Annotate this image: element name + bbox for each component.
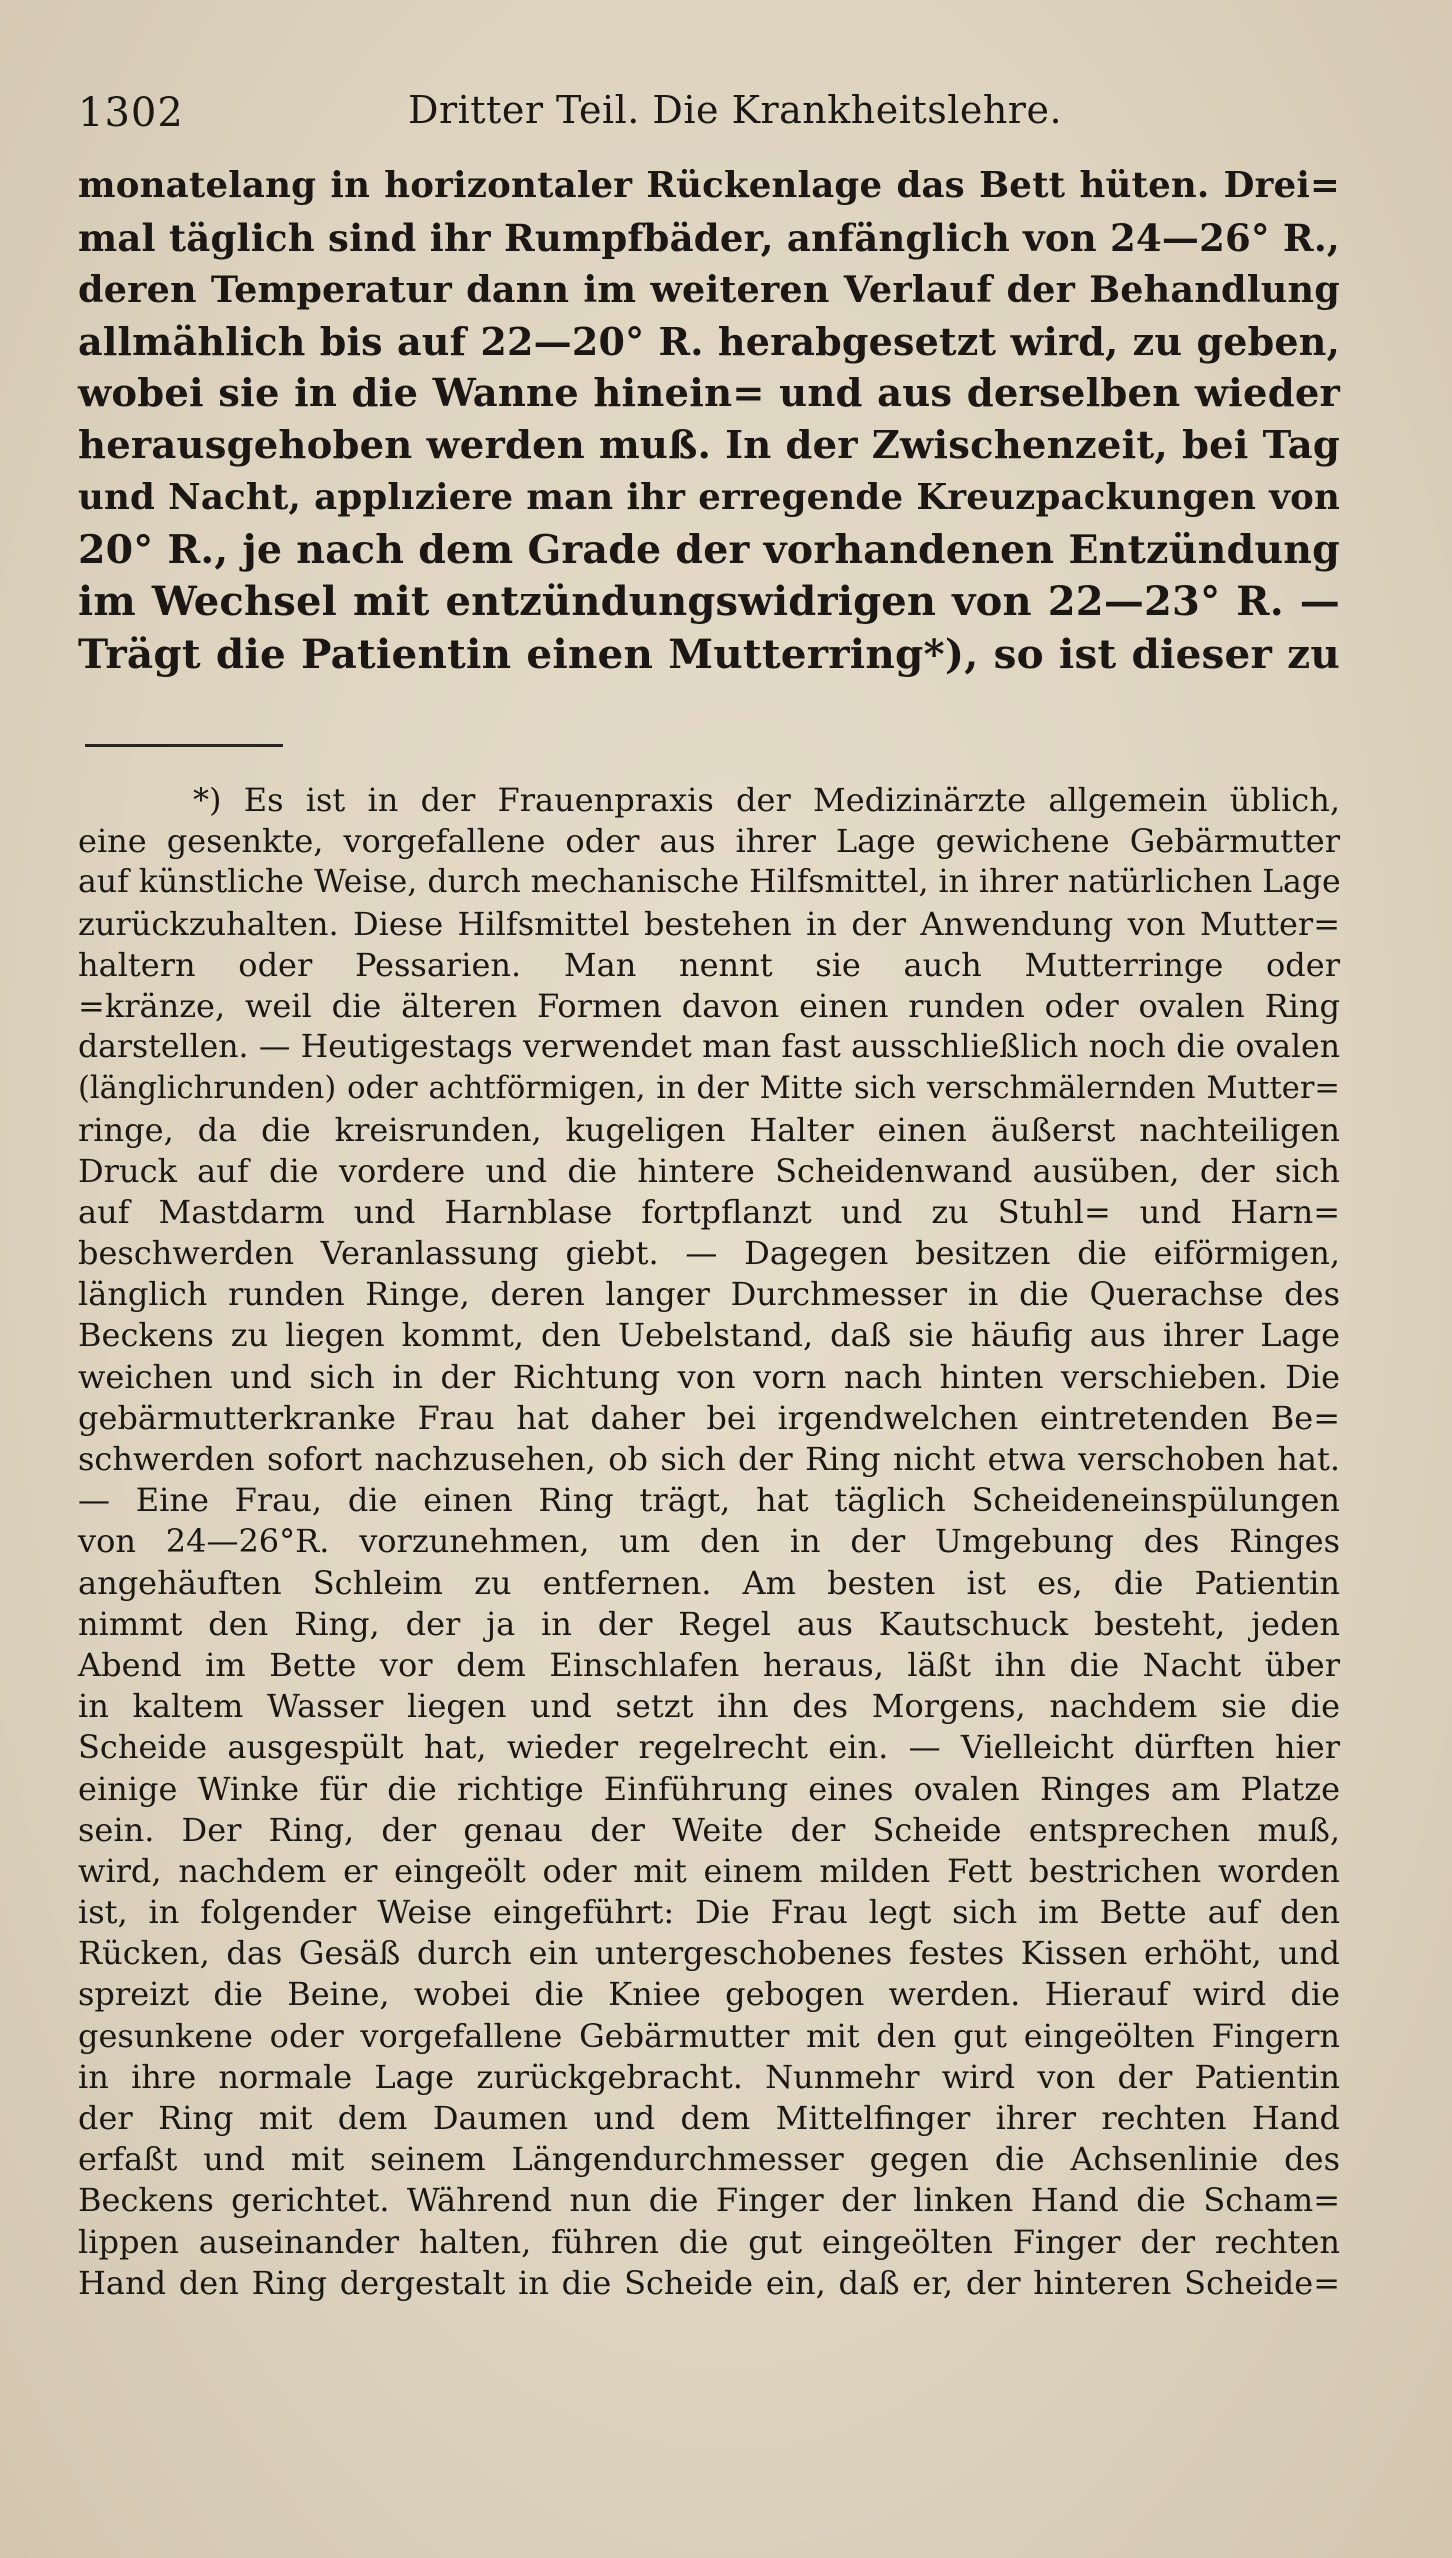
footnote-line: länglich runden Ringe, deren langer Durchmesser in die Querachse des [78,1275,1340,1314]
footnote-line: Druck auf die vordere und die hintere Scheidenwand ausüben, der sich [78,1151,1340,1190]
footnote-line: Scheide ausgespült hat, wieder regelrecht ein. — Vielleicht dürften hier [78,1728,1340,1767]
footnote-line: — Eine Frau, die einen Ring trägt, hat täglich Scheideneinspülungen [78,1481,1340,1520]
footnote-line: weichen und sich in der Richtung von vorn nach hinten verschieben. Die [78,1357,1340,1396]
footnote-line: angehäuften Schleim zu entfernen. Am besten ist es, die Patientin [78,1563,1340,1602]
footnote-line: =kränze, weil die älteren Formen davon einen runden oder ovalen Ring [78,986,1340,1025]
footnote-line: auf künstliche Weise, durch mechanische Hilfsmittel, in ihrer natürlichen Lage [78,864,1341,901]
footnote-line: in kaltem Wasser liegen und setzt ihn des Morgens, nachdem sie die [78,1687,1340,1726]
footnote-line: erfaßt und mit seinem Längendurchmesser gegen die Achsenlinie des [78,2140,1340,2179]
main-text-line: monatelang in horizontaler Rückenlage das Bett hüten. Drei= [78,165,1340,206]
footnote-line: darstellen. — Heutigestags verwendet man fast ausschließlich noch die ovalen [78,1029,1340,1066]
footnote-line: eine gesenkte, vorgefallene oder aus ihrer Lage gewichene Gebärmutter [78,822,1340,861]
main-text-line: mal täglich sind ihr Rumpfbäder, anfänglich von 24—26° R., [78,216,1340,260]
footnote-line: *) Es ist in der Frauenpraxis der Medizinärzte allgemein üblich, [193,781,1340,819]
footnote-line: Abend im Bette vor dem Einschlafen heraus, läßt ihn die Nacht über [78,1645,1340,1684]
footnote-line: von 24—26°R. vorzunehmen, um den in der Umgebung des Ringes [78,1522,1340,1561]
footnote-line: auf Mastdarm und Harnblase fortpflanzt und zu Stuhl= und Harn= [78,1192,1340,1231]
footnote-line: einige Winke für die richtige Einführung eines ovalen Ringes am Platze [78,1769,1340,1808]
footnote-line: in ihre normale Lage zurückgebracht. Nunmehr wird von der Patientin [78,2057,1340,2096]
footnote-line: zurückzuhalten. Diese Hilfsmittel bestehen in der Anwendung von Mutter= [78,904,1340,943]
footnote-line: haltern oder Pessarien. Man nennt sie auch Mutterringe oder [78,945,1340,984]
main-text-line: wobei sie in die Wanne hinein= und aus derselben wieder [78,371,1340,416]
footnote-line: Beckens zu liegen kommt, den Uebelstand, daß sie häufig aus ihrer Lage [78,1316,1340,1355]
footnote-line: (länglichrunden) oder achtförmigen, in der Mitte sich verschmälernden Mutter= [78,1071,1340,1107]
main-body-text [78,160,1340,680]
page-number: 1302 [78,90,184,136]
footnote-line: der Ring mit dem Daumen und dem Mittelfinger ihrer rechten Hand [78,2099,1340,2137]
main-text-line: deren Temperatur dann im weiteren Verlauf der Behandlung [78,268,1340,311]
footnote-line: wird, nachdem er eingeölt oder mit einem milden Fett bestrichen worden [78,1851,1340,1890]
footnote-line: spreizt die Beine, wobei die Kniee gebogen werden. Hierauf wird die [78,1975,1340,2014]
footnote-line: schwerden sofort nachzusehen, ob sich der Ring nicht etwa verschoben hat. [78,1440,1340,1478]
footnote-line: Hand den Ring dergestalt in die Scheide ein, daß er, der hinteren Scheide= [78,2263,1340,2302]
footnote-line: sein. Der Ring, der genau der Weite der Scheide entsprechen muß, [78,1810,1340,1849]
main-text-line: herausgehoben werden muß. In der Zwischenzeit, bei Tag [78,423,1340,468]
footnote-line: Beckens gerichtet. Während nun die Finger der linken Hand die Scham= [78,2181,1340,2220]
main-text-line: 20° R., je nach dem Grade der vorhandenen Entzündung [78,527,1340,573]
footnote-line: ringe, da die kreisrunden, kugeligen Halter einen äußerst nachteiligen [78,1110,1340,1149]
footnote-line: gebärmutterkranke Frau hat daher bei irgendwelchen eintretenden Be= [78,1398,1340,1437]
footnote-line: lippen auseinander halten, führen die gut eingeölten Finger der rechten [78,2222,1340,2261]
running-title: Dritter Teil. Die Krankheitslehre. [408,88,1063,132]
main-text-line: im Wechsel mit entzündungswidrigen von 22—23° R. — [78,578,1340,625]
footnote-line: Rücken, das Gesäß durch ein untergeschobenes festes Kissen erhöht, und [78,1934,1340,1973]
footnote-text [78,780,1340,2304]
footnote-line: ist, in folgender Weise eingeführt: Die Frau legt sich im Bette auf den [78,1893,1340,1932]
running-header [78,80,1353,140]
main-text-line: und Nacht, applıziere man ihr erregende Kreuzpackungen von [78,477,1340,518]
footnote-line: beschwerden Veranlassung giebt. — Dagegen besitzen die eiförmigen, [78,1234,1340,1273]
footnote-line: nimmt den Ring, der ja in der Regel aus Kautschuck besteht, jeden [78,1604,1340,1643]
main-text-line: allmählich bis auf 22—20° R. herabgesetzt wird, zu geben, [78,319,1340,364]
footnote-separator-rule [85,744,283,747]
main-text-line: Trägt die Patientin einen Mutterring*), so ist dieser zu [78,630,1340,678]
footnote-line: gesunkene oder vorgefallene Gebärmutter mit den gut eingeölten Fingern [78,2016,1340,2055]
